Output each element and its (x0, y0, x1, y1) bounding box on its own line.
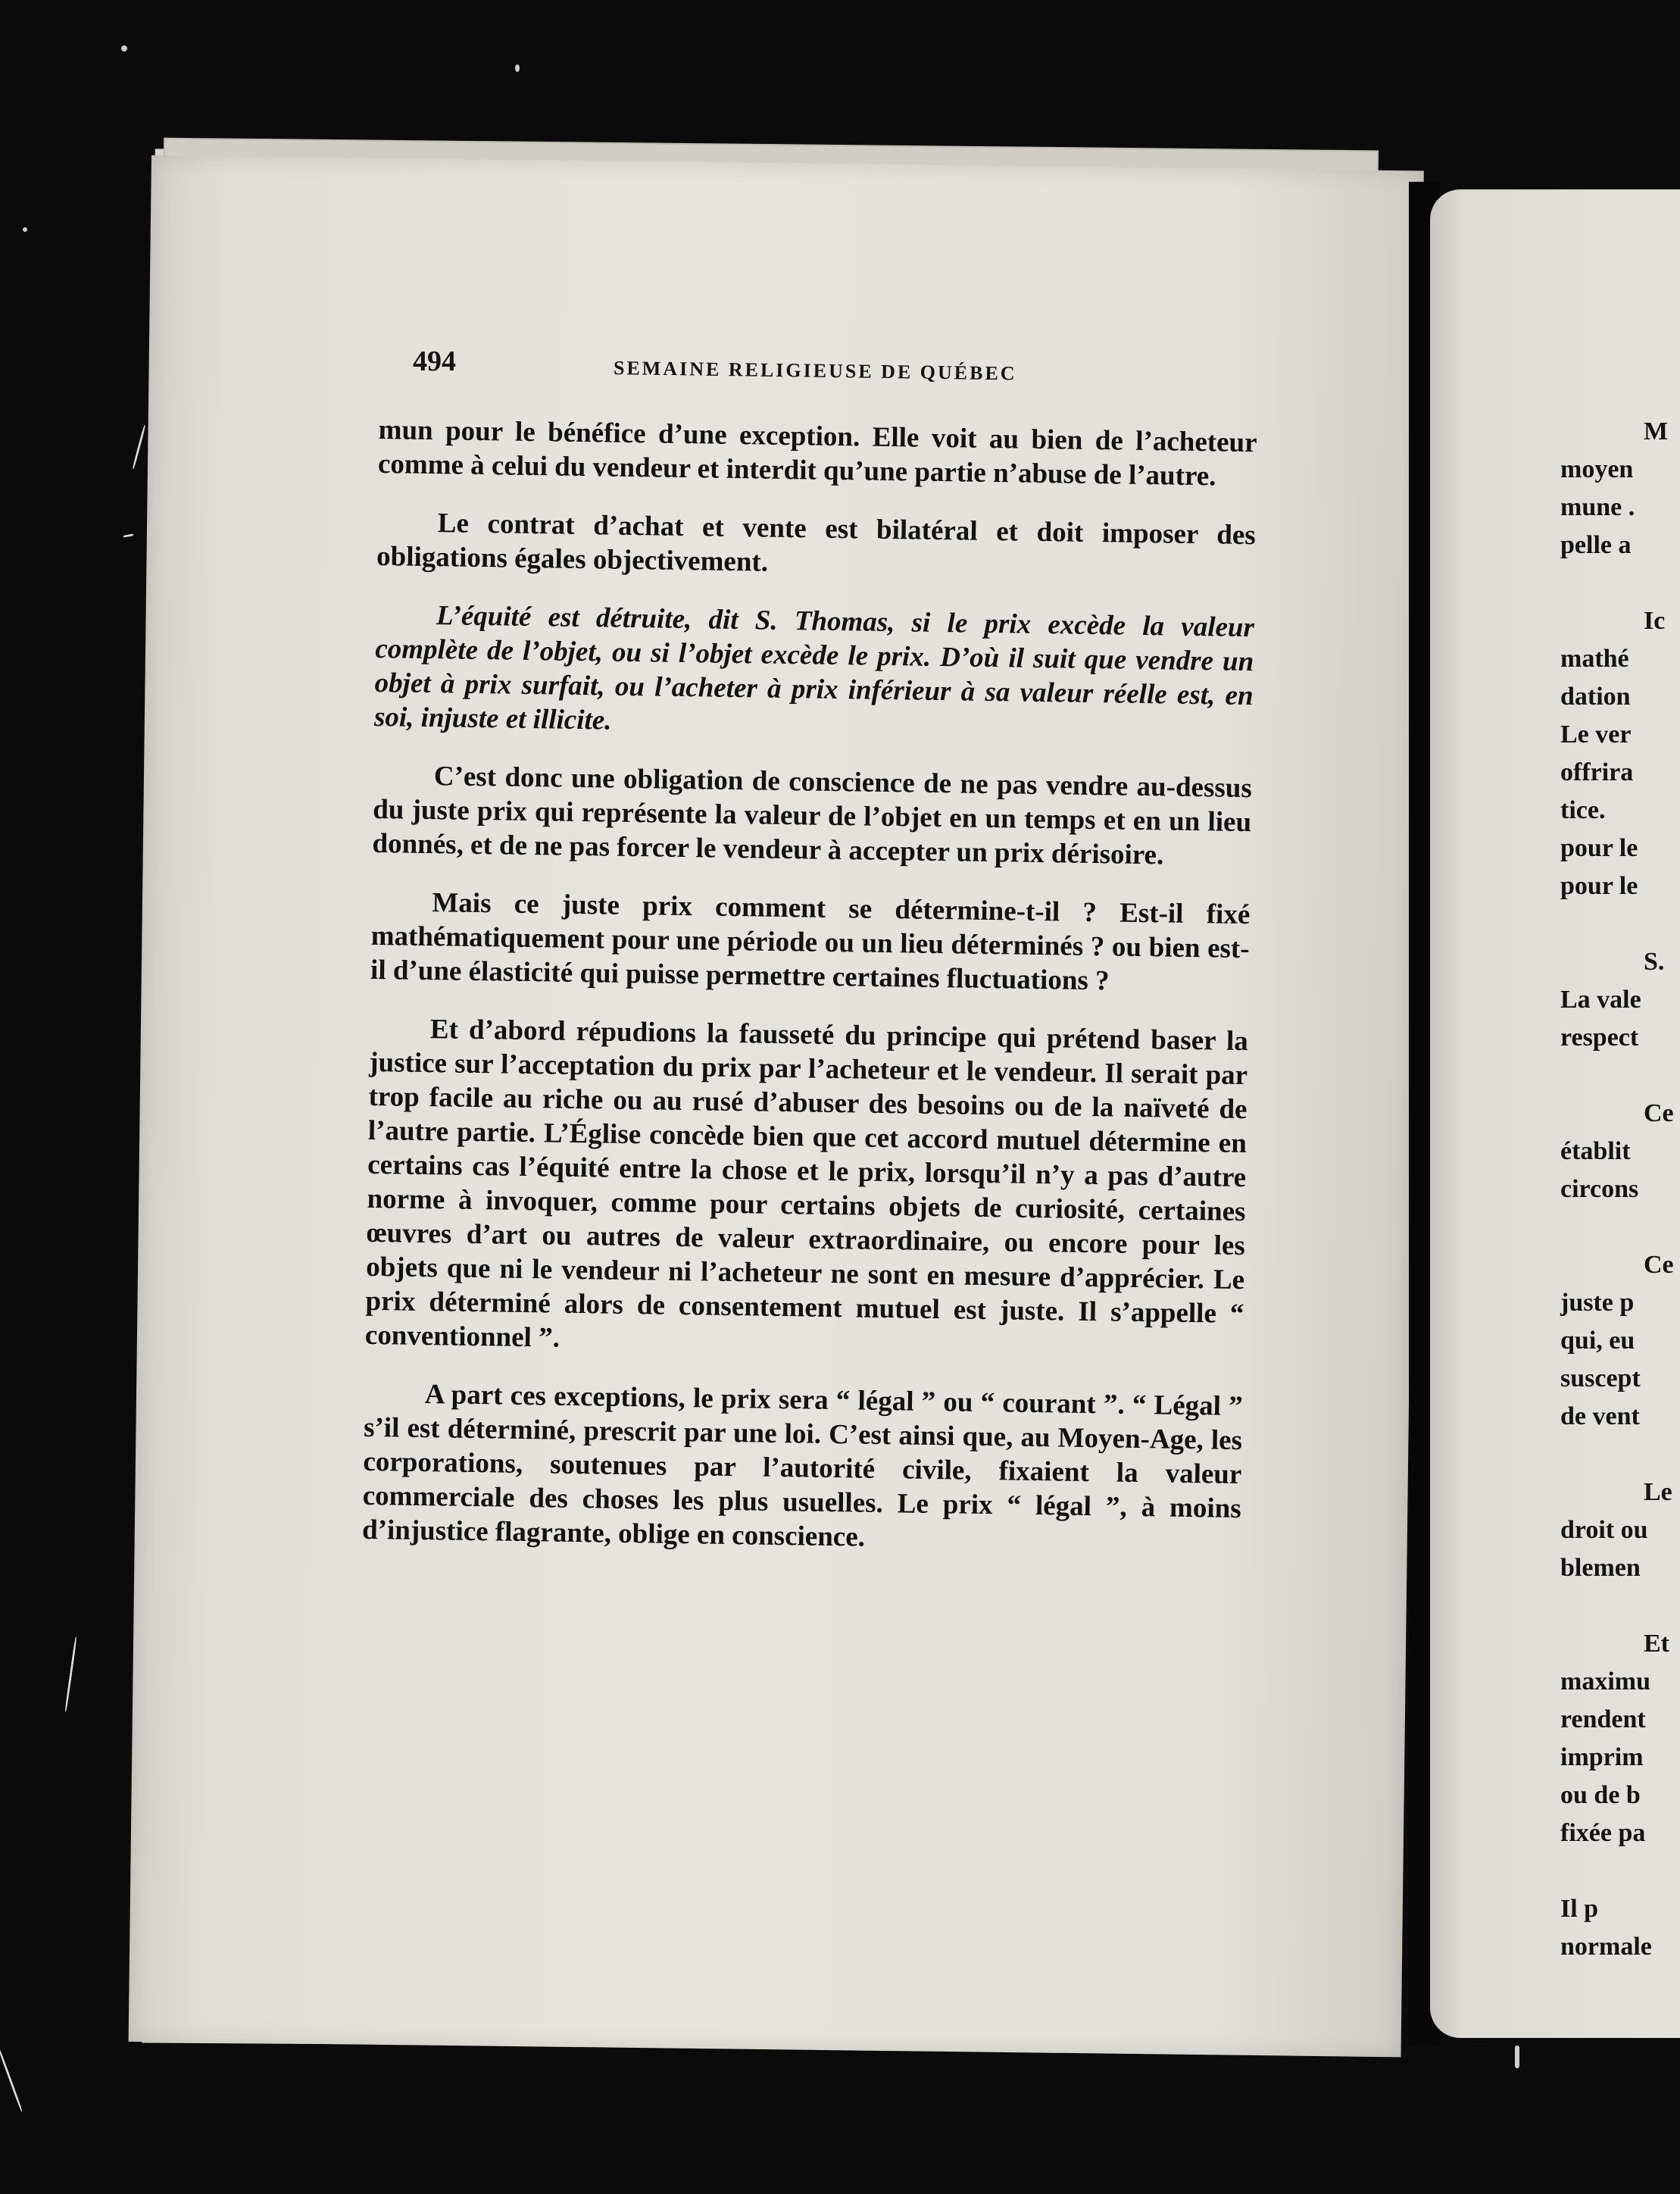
right-page-line (1560, 564, 1666, 602)
paragraph: Le contrat d’achat et vente est bilatéral et doit imposer des obligations égales objectivement. (376, 508, 1257, 578)
running-title: SEMAINE RELIGIEUSE DE QUÉBEC (613, 357, 1017, 385)
right-page-line: respect (1560, 1024, 1639, 1052)
right-page-line: Le (1644, 1478, 1672, 1506)
film-speck (1515, 2046, 1519, 2068)
right-page-line: Le ver (1560, 720, 1632, 749)
film-scratch (0, 2047, 23, 2112)
right-page-line: Ce (1644, 1099, 1674, 1127)
right-page-line: blemen (1560, 1554, 1641, 1582)
right-page-line: pour le (1560, 872, 1638, 900)
right-page-line: La vale (1560, 986, 1641, 1014)
paragraph: C’est donc une obligation de conscience de ne pas vendre au-dessus du juste prix qui représente la valeur de l’objet en un temps et en un lieu donnés, et de ne pas forcer le vendeur à accepter un prix dérisoire. (372, 761, 1253, 871)
right-page-line: mathé (1560, 645, 1629, 673)
right-page-line: Ic (1644, 607, 1666, 635)
right-page-line: maximu (1560, 1667, 1650, 1696)
running-head (413, 345, 1307, 390)
right-page-line: tice. (1560, 796, 1606, 824)
right-page-line: circons (1560, 1175, 1639, 1203)
right-page-line: imprim (1560, 1743, 1644, 1771)
film-speck (121, 45, 127, 52)
right-page-line (1560, 1587, 1666, 1625)
film-scratch (64, 1636, 77, 1711)
right-page-line: qui, eu (1560, 1327, 1635, 1355)
right-page-line: S. (1644, 948, 1665, 976)
film-scratch (132, 425, 145, 470)
page-number: 494 (413, 345, 456, 377)
right-page-line: pelle a (1560, 531, 1632, 559)
body-text (361, 413, 1257, 1584)
right-page-line: dation (1560, 683, 1631, 711)
right-page-line: ou de b (1560, 1781, 1641, 1809)
right-page-line: moyen (1560, 455, 1634, 483)
right-page-line: Ce (1644, 1251, 1674, 1279)
paragraph: Et d’abord répudions la fausseté du principe qui prétend baser la justice sur l’acceptation du prix par l’acheteur et le vendeur. Il serait par trop facile au riche ou au rusé d’abuser des besoins ou de la naïveté de l’autre partie. L’Église concède bien que cet accord mutuel détermine en certains cas l’équité entre la chose et le prix, lorsqu’il n’y a pas d’autre norme à invoquer, comme pour certains objets de curiosité, certaines œuvres d’art ou autres de valeur extraordinaire, ou encore pour les objets que ni le vendeur ni l’acheteur ne sont en mesure d’apprécier. Le prix déterminé alors de consentement mutuel est juste. Il s’appelle “ conventionnel ”. (364, 1014, 1249, 1354)
right-page-line: de vent (1560, 1402, 1640, 1430)
film-speck (23, 227, 27, 232)
right-page-text (1560, 413, 1674, 1966)
right-page-line: droit ou (1560, 1516, 1648, 1544)
right-page-line: mune . (1560, 493, 1635, 521)
right-page-line: M (1644, 417, 1669, 445)
film-speck (515, 64, 520, 72)
film-scratch (123, 533, 133, 537)
paragraph: Mais ce juste prix comment se détermine-t-il ? Est-il fixé mathématiquement pour une période ou un lieu déterminés ? ou bien est-il d’une élasticité qui puisse permettre certaines fluctuations ? (370, 887, 1251, 997)
right-page-line: rendent (1560, 1705, 1646, 1733)
paragraph: mun pour le bénéfice d’une exception. Elle voit au bien de l’acheteur comme à celui du vendeur et interdit qu’une partie n’abuse de l’autre. (377, 414, 1257, 492)
paragraph: A part ces exceptions, le prix sera “ légal ” ou “ courant ”. “ Légal ” s’il est déterminé, prescrit par une loi. C’est ainsi que, au Moyen-Age, les corporations, soutenues par l’autorité civile, fixaient la valeur commerciale des choses les plus usuelles. Le prix “ légal ”, à moins d’injustice flagrante, oblige en conscience. (361, 1379, 1243, 1553)
right-page-line: offrira (1560, 758, 1634, 786)
right-page-line: juste p (1560, 1289, 1635, 1317)
right-page-line (1560, 1208, 1666, 1246)
right-page-line: Et (1644, 1630, 1669, 1658)
right-page-line: suscept (1560, 1364, 1641, 1392)
quotation-paragraph: L’équité est détruite, dit S. Thomas, si le prix excède la valeur complète de l’objet, ou si l’objet excède le prix. D’où il suit que vendre un objet à prix surfait, ou l’acheter à prix inférieur à sa valeur réelle est, en soi, injuste et illicite. (373, 600, 1255, 736)
right-page-line: fixée pa (1560, 1819, 1646, 1847)
right-page-line (1560, 1852, 1666, 1890)
right-page-line (1560, 1057, 1666, 1095)
right-page-line: pour le (1560, 834, 1638, 862)
right-page-line: établit (1560, 1137, 1631, 1165)
right-page-line: Il p (1560, 1895, 1599, 1923)
right-page-line (1560, 905, 1666, 943)
right-page-line: normale (1560, 1933, 1652, 1961)
right-page-line (1560, 1436, 1666, 1474)
